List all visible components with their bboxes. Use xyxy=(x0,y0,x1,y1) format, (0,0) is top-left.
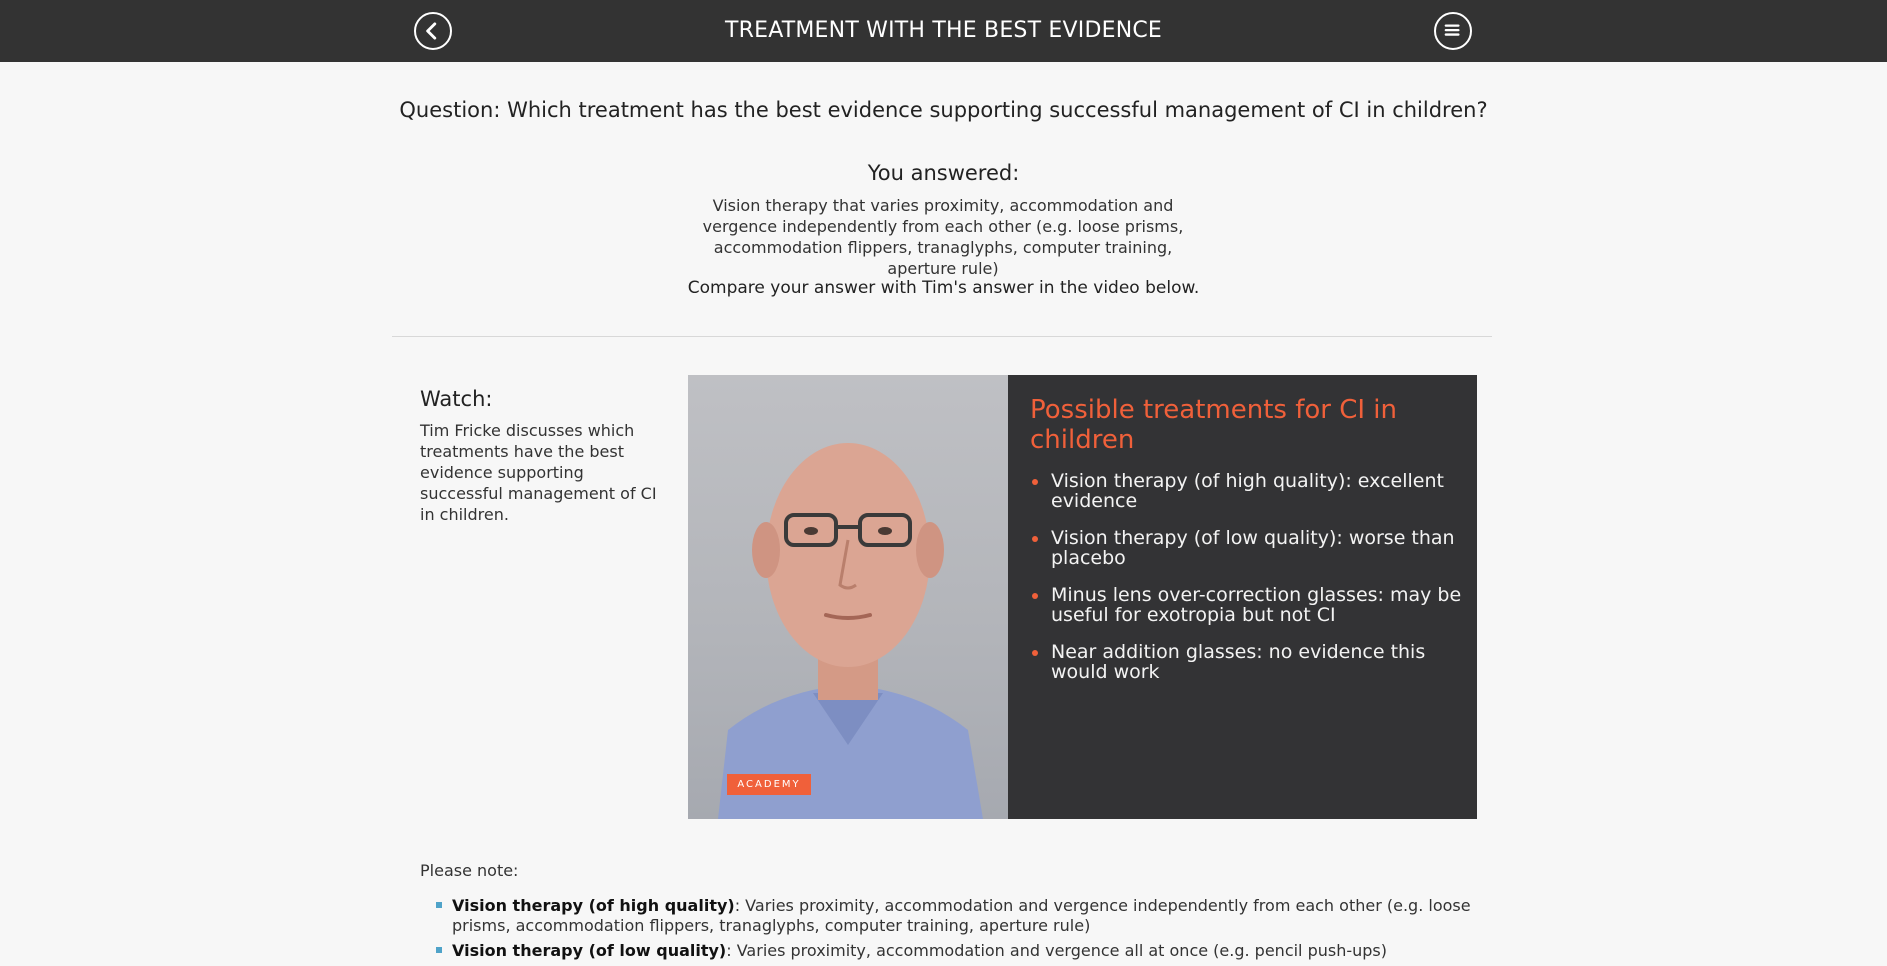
note-heading: Please note: xyxy=(420,861,519,880)
academy-badge: ACADEMY xyxy=(727,774,811,795)
note-term: Vision therapy (of low quality) xyxy=(452,941,727,960)
presenter-image xyxy=(688,375,1008,819)
slide-title: Possible treatments for CI in children xyxy=(1030,395,1398,455)
watch-heading: Watch: xyxy=(420,387,493,411)
note-description: : Varies proximity, accommodation and vergence all at once (e.g. pencil push-ups) xyxy=(726,941,1388,960)
divider xyxy=(392,336,1492,337)
video-player[interactable] xyxy=(688,375,1477,819)
question-text: Question: Which treatment has the best evidence supporting successful management of CI in children? xyxy=(399,98,1488,122)
note-description: : Varies proximity, accommodation and vergence independently from each other (e.g. loose prisms, accommodation flippers, tranaglyphs, computer training, aperture rule) xyxy=(452,896,1471,935)
compare-text: Compare your answer with Tim's answer in the video below. xyxy=(687,278,1200,298)
hamburger-menu-icon xyxy=(1436,14,1470,48)
list-item xyxy=(436,896,1476,936)
presenter-illustration xyxy=(688,375,1008,819)
slide-bullet: Minus lens over-correction glasses: may be useful for exotropia but not CI xyxy=(1030,585,1470,625)
menu-button[interactable] xyxy=(1434,12,1472,50)
video-slide xyxy=(1008,375,1477,819)
answered-text: Vision therapy that varies proximity, accommodation and vergence independently from each other (e.g. loose prisms, accommodation flippers, tranaglyphs, computer training, aperture rule) xyxy=(702,196,1184,278)
top-bar xyxy=(0,0,1887,62)
slide-bullets xyxy=(1030,471,1470,699)
note-list xyxy=(436,896,1476,966)
slide-bullet: Near addition glasses: no evidence this would work xyxy=(1030,642,1470,682)
list-item xyxy=(436,941,1476,961)
answered-heading: You answered: xyxy=(867,161,1020,185)
note-term: Vision therapy (of high quality) xyxy=(452,896,735,915)
page-title: TREATMENT WITH THE BEST EVIDENCE xyxy=(724,18,1163,43)
slide-bullet: Vision therapy (of high quality): excellent evidence xyxy=(1030,471,1470,511)
slide-bullet: Vision therapy (of low quality): worse than placebo xyxy=(1030,528,1470,568)
watch-description: Tim Fricke discusses which treatments have the best evidence supporting successful management of CI in children. xyxy=(420,421,657,524)
